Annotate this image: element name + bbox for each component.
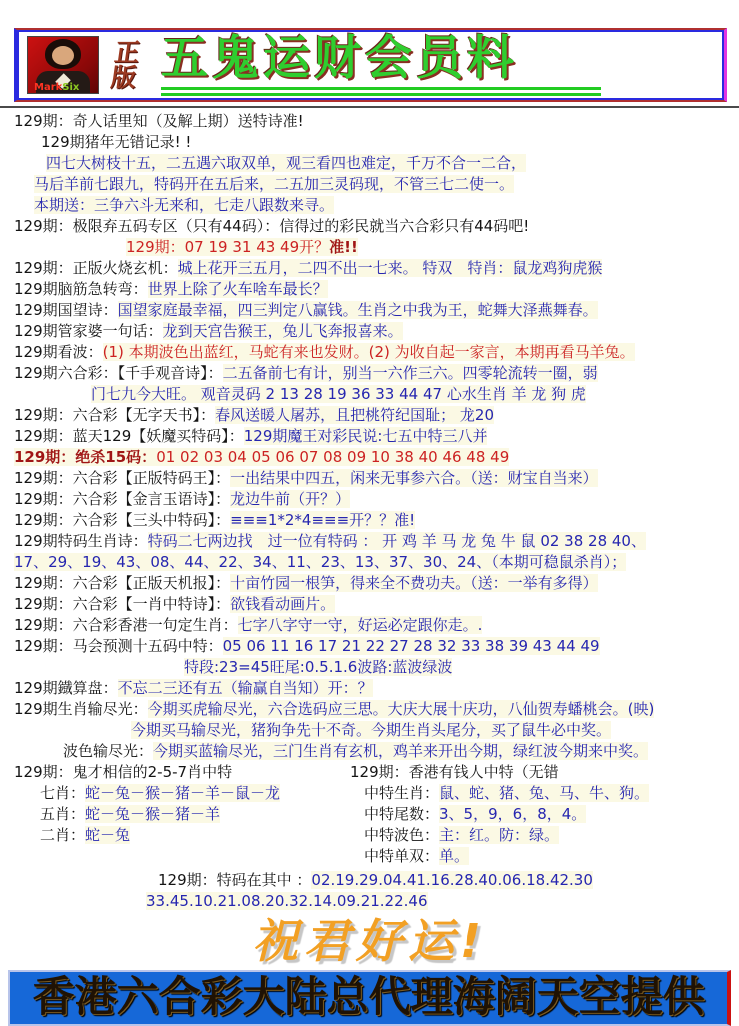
- line-shujinguang-1: [14, 699, 739, 720]
- line-shujinguang-2: [14, 720, 739, 741]
- line-label: 129期：特码在其中 ：: [158, 871, 312, 889]
- line-text: 02.19.29.04.41.16.28.40.06.18.42.30: [311, 871, 593, 889]
- special-section: [0, 867, 739, 912]
- title-underline-1: [161, 87, 601, 90]
- line-label: 129期：马会预测十五码中特：: [14, 637, 223, 655]
- line-jueshacodes: [14, 447, 739, 468]
- two-column-section: [0, 762, 739, 867]
- page-title: 五鬼运财会员料: [161, 31, 518, 86]
- title-block: [161, 31, 601, 96]
- line-text: 四七大树枝十五，二五遇六取双单，观三看四也难定，千万不合一二合，: [46, 154, 527, 172]
- column-left: [14, 762, 350, 867]
- photo-face-shape: [52, 46, 74, 65]
- line-guowang: [14, 300, 739, 321]
- line-label: 129期国望诗：: [14, 301, 118, 319]
- right-row-bose: [350, 825, 739, 846]
- line-label: 129期：六合彩【金言玉语诗】：: [14, 490, 231, 508]
- line-huoshao: [14, 258, 739, 279]
- line-shengxiaoshi-2: [14, 552, 739, 573]
- row-label: 二肖：: [40, 826, 86, 844]
- line-text: 今期买马输尽光，猪狗争先十不奇。今期生肖头尾分，买了鼠牛必中奖。: [131, 721, 612, 739]
- line-text: ≡≡≡1*2*4≡≡≡开？？准!: [230, 511, 416, 529]
- left-row-7xiao: [14, 783, 350, 804]
- line-label: 129期：六合彩【三头中特码】：: [14, 511, 231, 529]
- line-text: 129期魔王对彩民说:七五中特三八并: [243, 427, 488, 445]
- line-label: 129期脑筋急转弯：: [14, 280, 148, 298]
- main-content: [0, 108, 739, 762]
- line-label: 129期鐡算盘：: [14, 679, 118, 697]
- line-guanjiapo: [14, 321, 739, 342]
- line-text: 特码二七两边找 过一位有特码 ： 开 鸡 羊 马 龙 兔 牛 鼠 02 38 28 40、: [147, 532, 646, 550]
- line-text: 本期送：三争六斗无来和，七走八跟数来寻。: [34, 196, 335, 214]
- line-label: 129期：六合彩【无字天书】：: [14, 406, 216, 424]
- row-label: 五肖：: [40, 805, 86, 823]
- brand-six-text: Six: [62, 82, 80, 93]
- provider-banner: 香港六合彩大陆总代理海阔天空提供: [8, 970, 731, 1026]
- left-row-5xiao: [14, 804, 350, 825]
- line-text: 门七九今大旺。 观音灵码 2 13 28 19 36 33 44 47 心水生肖 羊 龙 狗 虎: [91, 385, 586, 403]
- row-value: 主：红。防：绿。: [439, 826, 560, 844]
- line-text: 05 06 11 16 17 21 22 27 28 32 33 38 39 43 44 49: [222, 637, 600, 655]
- line-mahui: [14, 636, 739, 657]
- line-label: 129期：蓝天129【妖魔买特码】：: [14, 427, 244, 445]
- line-text: 今期买虎输尽光，六合选码应三思。大庆大展十庆功，八仙贺寿蟠桃会。(映): [147, 700, 655, 718]
- line-text: 今期买蓝输尽光，三门生肖有玄机，鸡羊来开出今期，绿红波今期来中奖。: [153, 742, 649, 760]
- line-text: 马后羊前七跟九，特码开在五后来，二五加三灵码现，不管三七二使一。: [34, 175, 515, 193]
- line-poem-1: [14, 153, 739, 174]
- line-label: 129期看波：: [14, 343, 103, 361]
- tip-sheet-page: [0, 28, 739, 1021]
- line-text: 01 02 03 04 05 06 07 08 09 10 38 40 46 48 49: [156, 448, 510, 466]
- line-text: 城上花开三五月，二四不出一七来。 特双 特肖：鼠龙鸡狗虎猴: [177, 259, 603, 277]
- right-row-weishu: [350, 804, 739, 825]
- line-text: 129期：鬼才相信的2-5-7肖中特: [14, 763, 233, 781]
- line-text: 129期猪年无错记录! !: [41, 133, 192, 151]
- line-label: 129期管家婆一句话：: [14, 322, 163, 340]
- title-underline-2: [161, 93, 601, 96]
- line-kanbo: [14, 342, 739, 363]
- line-tamawang: [14, 468, 739, 489]
- line-text: 129期：香港有钱人中特（无错: [350, 763, 559, 781]
- line-44codes: [14, 216, 739, 237]
- line-tema-2: [14, 891, 739, 912]
- line-tema-1: [14, 870, 739, 891]
- line-label: 129期：正版火烧玄机：: [14, 259, 178, 277]
- left-column-header: [14, 762, 350, 783]
- line-red-numbers: [14, 237, 739, 258]
- line-santou: [14, 510, 739, 531]
- line-text: 129期：奇人话里知（及解上期）送特诗准!: [14, 112, 304, 130]
- line-label: 129期：六合彩【正版天机报】：: [14, 574, 231, 592]
- line-text: 龙边牛前（开？）: [230, 490, 351, 508]
- line-guanyin-2: [14, 384, 739, 405]
- line-text: 春风送暖人屠苏，且把桃符纪国耻； 龙20: [215, 406, 494, 424]
- line-naojin: [14, 279, 739, 300]
- photo-brand-caption: [34, 82, 79, 93]
- line-text: 17、29、19、43、08、44、22、34、11、23、13、37、30、24、（本期可稳鼠杀肖）；: [14, 553, 627, 571]
- blessing-text: 祝君好运!: [252, 914, 487, 968]
- line-label: 129期：六合彩【一肖中特诗】：: [14, 595, 231, 613]
- line-text: 十亩竹园一根笋，得来全不费功夫。（送：一举有多得）: [230, 574, 598, 592]
- line-yixiao: [14, 594, 739, 615]
- line-label: 129期：六合彩香港一句定生肖：: [14, 616, 238, 634]
- brand-mark-text: Mark: [34, 82, 63, 93]
- row-label: 中特单双：: [364, 847, 440, 865]
- masthead: [14, 28, 727, 102]
- row-value: 蛇－兔: [85, 826, 131, 844]
- row-label: 中特生肖：: [364, 784, 440, 802]
- line-boseshujinguang: [14, 741, 739, 762]
- line-jinyan: [14, 489, 739, 510]
- line-shengxiaoshi-1: [14, 531, 739, 552]
- row-label: 中特尾数：: [364, 805, 440, 823]
- line-text: 不忘二三还有五（输赢自当知）开：？: [117, 679, 373, 697]
- line-text: (1) 本期波色出蓝红，马蛇有来也发财。(2) 为收自起一家言，本期再看马羊兔。: [102, 343, 635, 361]
- line-label: 129期特码生肖诗：: [14, 532, 148, 550]
- line-label: 129期：六合彩【正版特码王】：: [14, 469, 231, 487]
- line-text: 世界上除了火车啥车最长？: [147, 280, 328, 298]
- line-poem-2: [14, 174, 739, 195]
- right-row-shengxiao: [350, 783, 739, 804]
- line-tianjibao: [14, 573, 739, 594]
- line-guanyin-1: [14, 363, 739, 384]
- line-teduan: [14, 657, 739, 678]
- line-text: 国望家庭最幸福，四三判定八赢钱。生肖之中我为王，蛇舞大泽燕舞春。: [117, 301, 598, 319]
- right-row-danshuang: [350, 846, 739, 867]
- row-label: 七肖：: [40, 784, 86, 802]
- line-text: 龙到天宫告猴王，兔儿飞奔报喜来。: [162, 322, 403, 340]
- line-text: 准!!: [329, 238, 358, 256]
- line-text: 129期：极限弃五码专区（只有44码）：信得过的彩民就当六合彩只有44码吧!: [14, 217, 530, 235]
- row-value: 蛇－兔－猴－猪－羊: [85, 805, 221, 823]
- row-value: 蛇－兔－猴－猪－羊－鼠－龙: [85, 784, 281, 802]
- line-text: 特段:23=45旺尾:0.5.1.6波路:蓝波绿波: [184, 658, 453, 676]
- edition-stamp: 正版: [109, 38, 142, 92]
- line-lantian: [14, 426, 739, 447]
- line-label: 129期生肖输尽光：: [14, 700, 148, 718]
- line-text: 欲钱看动画片。: [230, 595, 336, 613]
- line-label: 波色输尽光：: [63, 742, 154, 760]
- line-yijuding: [14, 615, 739, 636]
- left-row-2xiao: [14, 825, 350, 846]
- line-label: 129期六合彩：【千手观音诗】：: [14, 364, 223, 382]
- row-value: 鼠、蛇、猪、兔、马、牛、狗。: [439, 784, 650, 802]
- right-column-header: [350, 762, 739, 783]
- row-label: 中特波色：: [364, 826, 440, 844]
- hostess-photo: [27, 36, 99, 94]
- line-text: 一出结果中四五，闲来无事参六合。（送：财宝自当来）: [230, 469, 598, 487]
- line-label: 129期：绝杀15码：: [14, 448, 157, 466]
- line-label: 129期：07 19 31 43 49开？: [126, 238, 330, 256]
- line-record: [14, 132, 739, 153]
- column-right: [350, 762, 739, 867]
- masthead-inner: [17, 30, 724, 100]
- line-text: 七字八字守一守，好运必定跟你走。.: [237, 616, 483, 634]
- line-tiesuanpan: [14, 678, 739, 699]
- line-wuzitianshu: [14, 405, 739, 426]
- line-intro: [14, 111, 739, 132]
- row-value: 3、5，9，6，8，4。: [439, 805, 587, 823]
- row-value: 单。: [439, 847, 470, 865]
- line-text: 33.45.10.21.08.20.32.14.09.21.22.46: [146, 892, 428, 910]
- line-poem-3: [14, 195, 739, 216]
- line-text: 二五备前七有计，别当一六作三六。四零轮流转一圈，弱: [222, 364, 598, 382]
